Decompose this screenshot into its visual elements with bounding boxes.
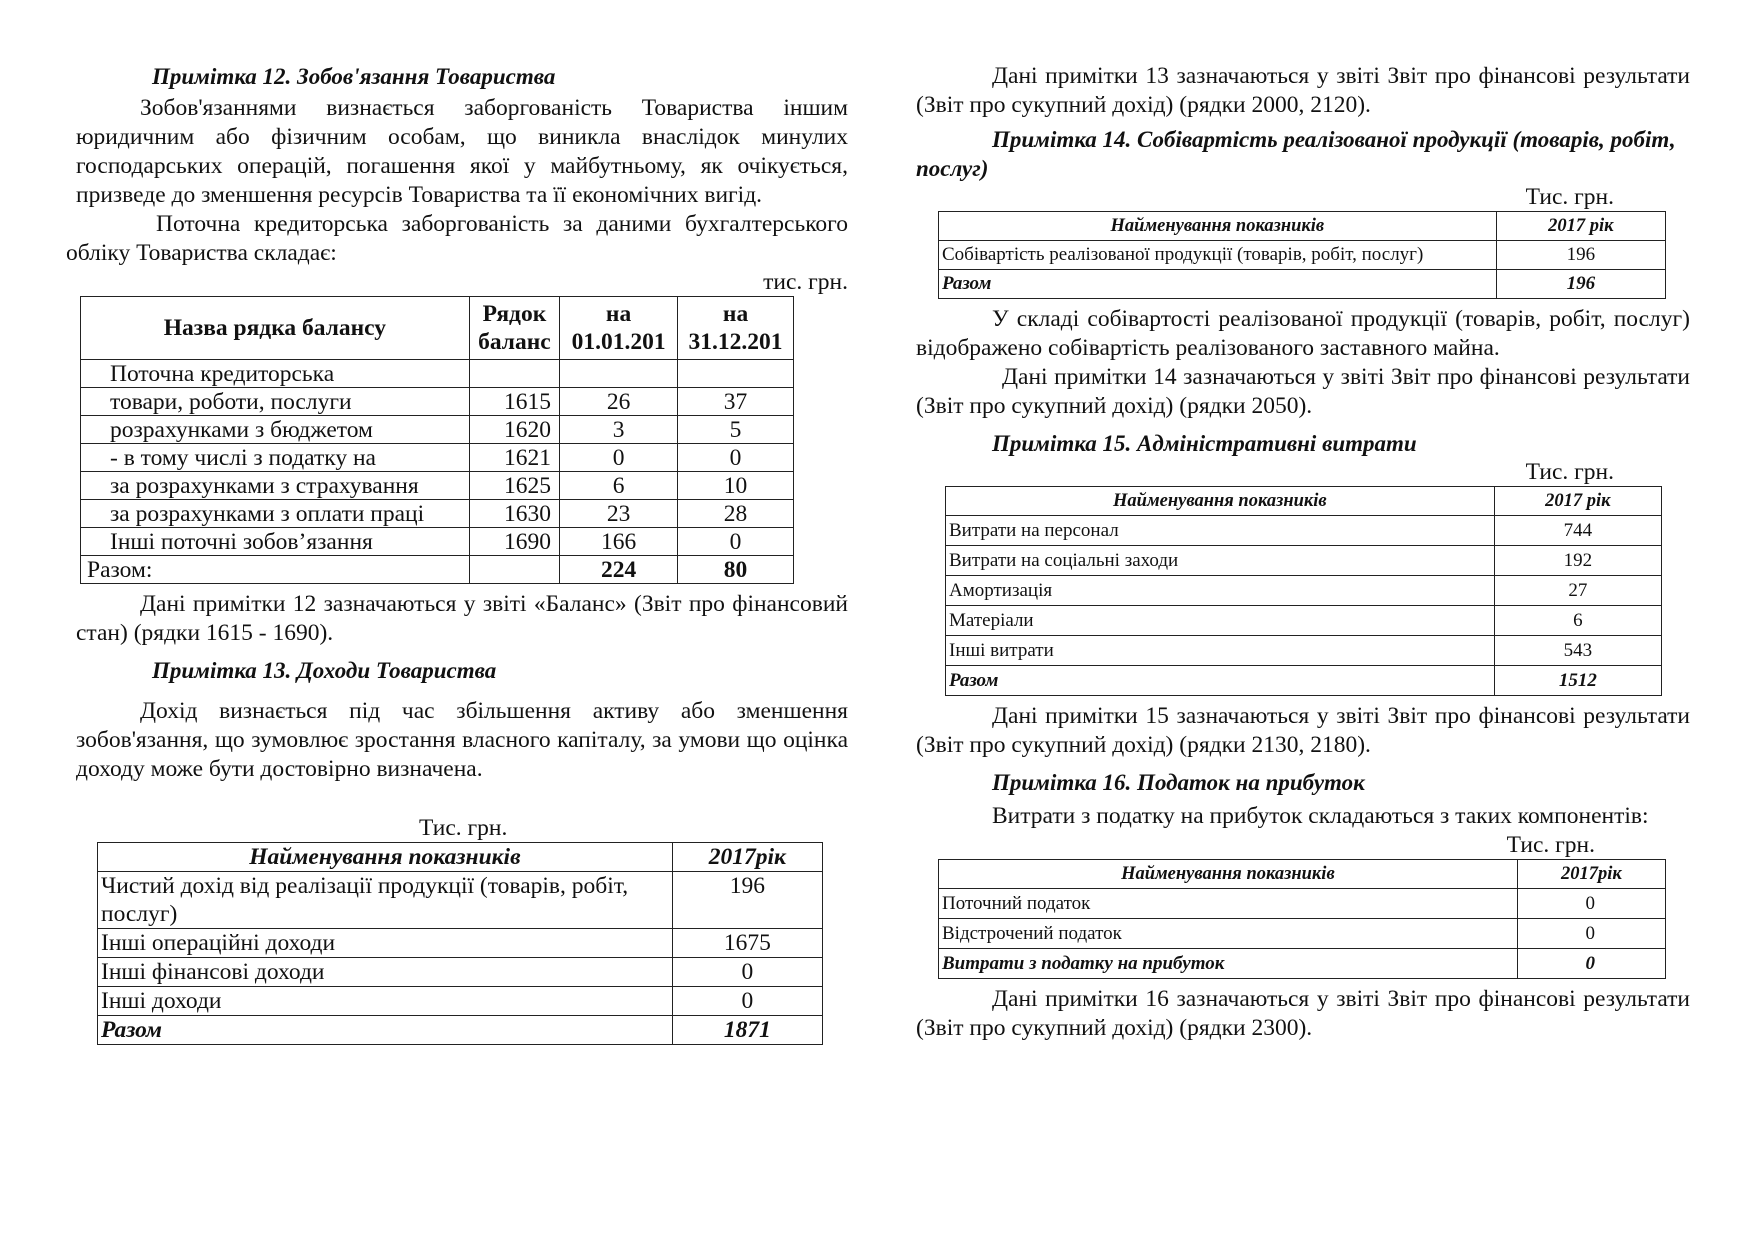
total-value: 196 [1496, 270, 1665, 299]
total-start: 224 [560, 556, 678, 584]
row-code: 1690 [469, 528, 559, 556]
note15-unit: Тис. грн. [1525, 459, 1614, 485]
row-start: 0 [560, 444, 678, 472]
total-value: 1871 [672, 1016, 822, 1045]
row-name: Чистий дохід від реалізації продукції (товарів, робіт, послуг) [98, 872, 673, 929]
note14-paragraph: У складі собівартості реалізованої продукції (товарів, робіт, послуг) відображено собівартість реалізованого заставного майна. [916, 306, 1690, 361]
table-row [939, 241, 1666, 270]
column-header: Рядок баланс [469, 297, 559, 360]
row-name: Матеріали [946, 606, 1495, 636]
note14-unit: Тис. грн. [1525, 184, 1614, 210]
row-start [560, 360, 678, 388]
table-row [98, 987, 823, 1016]
row-end: 0 [678, 444, 794, 472]
row-name: Витрати на соціальні заходи [946, 546, 1495, 576]
column-header: 2017 рік [1496, 212, 1665, 241]
total-end: 80 [678, 556, 794, 584]
column-header: на 31.12.201 [678, 297, 794, 360]
row-value: 0 [672, 958, 822, 987]
row-name: Інші поточні зобов’язання [81, 528, 470, 556]
table-header-row [81, 297, 794, 360]
table-header-row [939, 860, 1666, 889]
note16-heading: Примітка 16. Податок на прибуток [992, 770, 1365, 795]
table-row [946, 516, 1662, 546]
note13-table [97, 842, 823, 1045]
row-name: Амортизація [946, 576, 1495, 606]
table-row [98, 958, 823, 987]
note13-footer: Дані примітки 13 зазначаються у звіті Звіт про фінансові результати (Звіт про сукупний дохід) (рядки 2000, 2120). [916, 63, 1690, 118]
total-code [469, 556, 559, 584]
row-end: 5 [678, 416, 794, 444]
row-end: 28 [678, 500, 794, 528]
note12-paragraph: Зобов'язаннями визнається заборгованість Товариства іншим юридичним або фізичним особам, що виникла внаслідок минулих господарських операцій, погашення якої у майбутньому, як очікується, призведе до зменшення ресурсів Товариства та її економічних вигід. [76, 95, 848, 208]
row-start: 6 [560, 472, 678, 500]
row-value: 744 [1494, 516, 1661, 546]
total-label: Разом [98, 1016, 673, 1045]
row-end [678, 360, 794, 388]
row-name: товари, роботи, послуги [81, 388, 470, 416]
row-value: 27 [1494, 576, 1661, 606]
table-row [98, 872, 823, 929]
note16-table [938, 859, 1666, 979]
table-total-row [939, 949, 1666, 979]
row-name: розрахунками з бюджетом [81, 416, 470, 444]
table-row [81, 444, 794, 472]
table-total-row [81, 556, 794, 584]
table-total-row [939, 270, 1666, 299]
table-row [946, 546, 1662, 576]
table-row [98, 929, 823, 958]
note13-paragraph: Дохід визнається під час збільшення активу або зменшення зобов'язання, що зумовлює зростання власного капіталу, за умови що оцінка доходу може бути достовірно визначена. [76, 698, 848, 782]
column-header: Назва рядка балансу [81, 297, 470, 360]
row-value: 196 [1496, 241, 1665, 270]
row-code: 1625 [469, 472, 559, 500]
table-row [946, 576, 1662, 606]
row-code: 1621 [469, 444, 559, 472]
row-start: 26 [560, 388, 678, 416]
row-name: Витрати на персонал [946, 516, 1495, 546]
total-label: Разом [939, 270, 1497, 299]
note15-footer: Дані примітки 15 зазначаються у звіті Звіт про фінансові результати (Звіт про сукупний дохід) (рядки 2130, 2180). [916, 703, 1690, 758]
column-header: Найменування показників [946, 487, 1495, 516]
table-row [81, 388, 794, 416]
right-column [916, 62, 1690, 1043]
table-row [946, 606, 1662, 636]
row-code: 1615 [469, 388, 559, 416]
note12-table [80, 296, 794, 584]
table-total-row [946, 666, 1662, 696]
row-value: 543 [1494, 636, 1661, 666]
row-end: 10 [678, 472, 794, 500]
note13-unit: Тис. грн. [419, 815, 508, 841]
row-value: 192 [1494, 546, 1661, 576]
total-label: Разом: [81, 556, 470, 584]
row-code: 1630 [469, 500, 559, 528]
table-row [81, 416, 794, 444]
note12-unit: тис. грн. [763, 269, 848, 295]
note14-table [938, 211, 1666, 299]
column-header: 2017рік [1517, 860, 1665, 889]
total-label: Витрати з податку на прибуток [939, 949, 1518, 979]
row-name: за розрахунками з страхування [81, 472, 470, 500]
table-header-row [946, 487, 1662, 516]
row-name: Відстрочений податок [939, 919, 1518, 949]
table-header-row [939, 212, 1666, 241]
table-row [81, 360, 794, 388]
row-start: 23 [560, 500, 678, 528]
column-header: Найменування показників [939, 212, 1497, 241]
row-name: Інші витрати [946, 636, 1495, 666]
row-value: 0 [672, 987, 822, 1016]
row-value: 0 [1517, 889, 1665, 919]
note12-intro: Поточна кредиторська заборгованість за даними бухгалтерського обліку Товариства складає: [66, 211, 848, 266]
row-start: 166 [560, 528, 678, 556]
note16-paragraph: Витрати з податку на прибуток складаються з таких компонентів: [992, 803, 1649, 829]
row-name: Інші доходи [98, 987, 673, 1016]
left-column [66, 62, 848, 1045]
total-label: Разом [946, 666, 1495, 696]
note12-footer: Дані примітки 12 зазначаються у звіті «Баланс» (Звіт про фінансовий стан) (рядки 1615 - 1690). [76, 591, 848, 646]
row-name: Поточний податок [939, 889, 1518, 919]
row-value: 196 [672, 872, 822, 929]
note12-heading: Примітка 12. Зобов'язання Товариства [152, 64, 556, 89]
column-header: Найменування показників [98, 843, 673, 872]
note16-footer: Дані примітки 16 зазначаються у звіті Звіт про фінансові результати (Звіт про сукупний дохід) (рядки 2300). [916, 986, 1690, 1041]
table-row [939, 889, 1666, 919]
row-end: 0 [678, 528, 794, 556]
total-value: 0 [1517, 949, 1665, 979]
table-row [946, 636, 1662, 666]
row-code [469, 360, 559, 388]
table-row [939, 919, 1666, 949]
row-start: 3 [560, 416, 678, 444]
total-value: 1512 [1494, 666, 1661, 696]
row-value: 6 [1494, 606, 1661, 636]
spacer [76, 784, 848, 814]
row-name: - в тому числі з податку на [81, 444, 470, 472]
note16-unit: Тис. грн. [1506, 832, 1595, 858]
table-row [81, 472, 794, 500]
column-header: 2017рік [672, 843, 822, 872]
column-header: 2017 рік [1494, 487, 1661, 516]
column-header: Найменування показників [939, 860, 1518, 889]
row-code: 1620 [469, 416, 559, 444]
row-name: за розрахунками з оплати праці [81, 500, 470, 528]
note15-table [945, 486, 1662, 696]
note13-heading: Примітка 13. Доходи Товариства [152, 658, 497, 683]
note14-footer: Дані примітки 14 зазначаються у звіті Звіт про фінансові результати (Звіт про сукупний дохід) (рядки 2050). [916, 364, 1690, 419]
table-header-row [98, 843, 823, 872]
column-header: на 01.01.201 [560, 297, 678, 360]
row-name: Поточна кредиторська [81, 360, 470, 388]
row-name: Собівартість реалізованої продукції (товарів, робіт, послуг) [939, 241, 1497, 270]
row-name: Інші фінансові доходи [98, 958, 673, 987]
row-end: 37 [678, 388, 794, 416]
row-value: 0 [1517, 919, 1665, 949]
note15-heading: Примітка 15. Адміністративні витрати [992, 431, 1417, 456]
table-total-row [98, 1016, 823, 1045]
row-name: Інші операційні доходи [98, 929, 673, 958]
note14-heading: Примітка 14. Собівартість реалізованої продукції (товарів, робіт, послуг) [916, 127, 1676, 181]
table-row [81, 528, 794, 556]
row-value: 1675 [672, 929, 822, 958]
table-row [81, 500, 794, 528]
